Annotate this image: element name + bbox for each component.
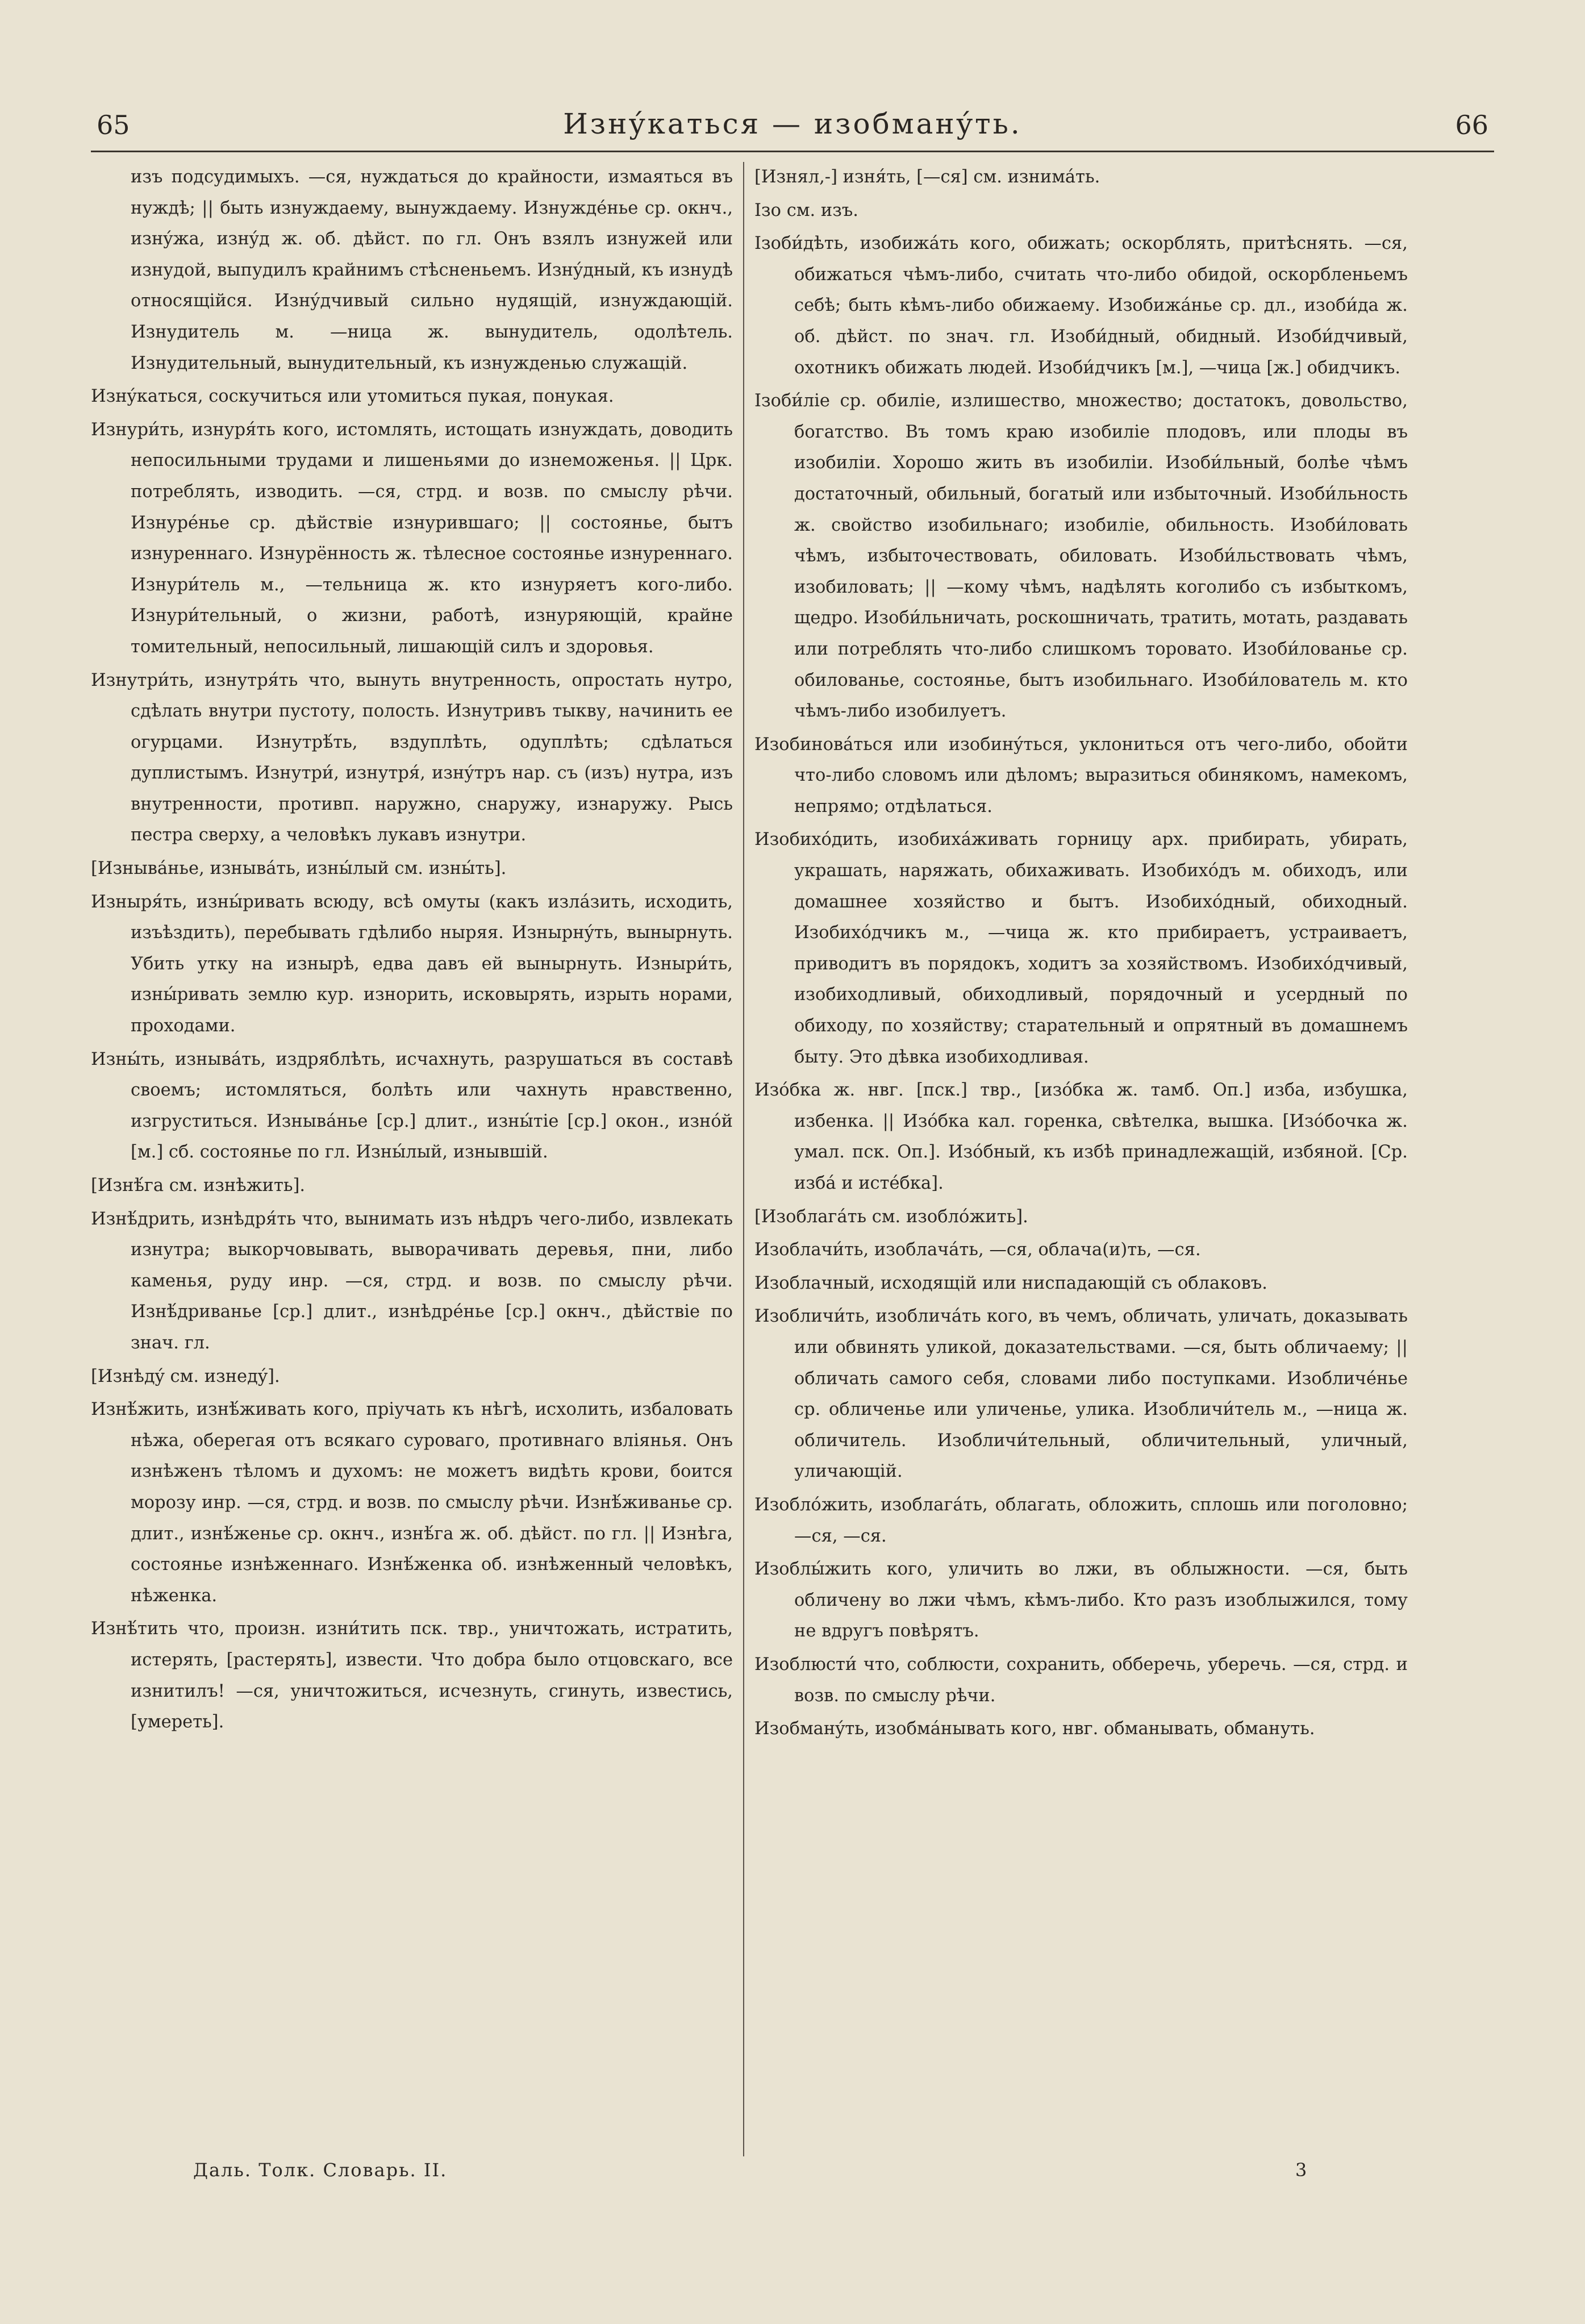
signature-line: Даль. Толк. Словарь. II. bbox=[193, 2159, 448, 2181]
dictionary-entry: Изоблы́жить кого, уличить во лжи, въ облыжности. —ся, быть обличену во лжи чѣмъ, кѣмъ-либо. Кто разъ изоблыжился, тому не вдругъ повѣрятъ. bbox=[754, 1559, 1408, 1642]
running-title: Изнýкаться — изобманýть. bbox=[563, 107, 1022, 140]
dictionary-entry: [Изнял,-] изня́ть, [—ся] см. изнимáть. bbox=[754, 167, 1100, 187]
dictionary-entry: Изобманýть, изобмáнывать кого, нвг. обманывать, обмануть. bbox=[754, 1719, 1315, 1739]
dictionary-entry: Изны́ть, изныва́ть, издряблѣть, исчахнуть, разрушаться въ составѣ своемъ; истомляться, болѣть или чахнуть нравственно, изгруститься. Изнывáнье [ср.] длит., изны́тіе [ср.] окон., изнóй [м.] сб. состоянье по гл. Изны́лый, изнывшій. bbox=[91, 1049, 733, 1163]
page-number-right: 66 bbox=[1455, 110, 1488, 140]
right-column bbox=[754, 162, 1408, 1747]
dictionary-entry: [Изнывáнье, изныва́ть, изны́лый см. изны́ть]. bbox=[91, 859, 507, 879]
left-column bbox=[91, 162, 733, 1740]
signature-mark: 3 bbox=[1295, 2159, 1307, 2181]
dictionary-entry: Изоблачи́ть, изоблачáть, —ся, облача(и)ть, —ся. bbox=[754, 1240, 1201, 1260]
dictionary-entry: Изóбка ж. нвг. [пск.] твр., [изóбка ж. тамб. Оп.] изба, избушка, избенка. || Изóбка кал. горенка, свѣтелка, вышка. [Изóбочка ж. умал. пск. Оп.]. Изóбный, къ избѣ принадлежащій, избяной. [Ср. избá и истéбка]. bbox=[754, 1080, 1408, 1193]
dictionary-entry: Изнури́ть, изнуря́ть кого, истомлять, истощать изнуждать, доводить непосильными трудами и лишеньями до изнеможенья. || Црк. потреблять, изводить. —ся, стрд. и возв. по смыслу рѣчи. Изнурéнье ср. дѣйствіе изнурившаго; || состоянье, бытъ изнуреннаго. Изнурённость ж. тѣлесное состоянье изнуреннаго. Изнури́тель м., —тельница ж. кто изнуряетъ кого-либо. Изнури́тельный, о жизни, работѣ, изнуряющій, крайне томительный, непосильный, лишающій силъ и здоровья. bbox=[91, 419, 733, 657]
page-number-left: 65 bbox=[97, 110, 130, 140]
dictionary-entry: [Изнѣдý см. изнедý]. bbox=[91, 1366, 280, 1386]
page-header bbox=[91, 99, 1494, 152]
dictionary-entry: Ізоби́ліе ср. обиліе, излишество, множество; достатокъ, довольство, богатство. Въ томъ краю изобиліе плодовъ, или плоды въ изобиліи. Хорошо жить въ изобиліи. Изоби́льный, болѣе чѣмъ достаточный, обильный, богатый или избыточный. Изоби́льность ж. свойство изобильнаго; изобиліе, обильность. Изоби́ловать чѣмъ, избыточествовать, обиловать. Изоби́льствовать чѣмъ, изобиловать; || —кому чѣмъ, надѣлять коголибо съ избыткомъ, щедро. Изоби́льничать, роскошничать, тратить, мотать, раздавать или потреблять что-либо слишкомъ торовато. Изоби́лованье ср. обилованье, состоянье, бытъ изобильнаго. Изоби́лователь м. кто чѣмъ-либо изобилуетъ. bbox=[754, 391, 1408, 722]
dictionary-entry: [Изнѣ́га см. изнѣжить]. bbox=[91, 1176, 306, 1196]
dictionary-entry: Изнѣ́жить, изнѣ́живать кого, пріучать къ нѣгѣ, исхолить, избаловать нѣжа, оберегая отъ всякаго суроваго, противнаго вліянья. Онъ изнѣженъ тѣломъ и духомъ: не можетъ видѣть крови, боится морозу инр. —ся, стрд. и возв. по смыслу рѣчи. Изнѣ́живанье ср. длит., изнѣ́женье ср. окнч., изнѣ́га ж. об. дѣйст. по гл. || Изнѣга, состоянье изнѣженнаго. Изнѣ́женка об. изнѣженный человѣкъ, нѣженка. bbox=[91, 1400, 733, 1606]
dictionary-entry: Изоблóжить, изоблагáть, облагать, обложить, сплошь или поголовно; —ся, —ся. bbox=[754, 1494, 1408, 1546]
dictionary-entry: Изобиновáться или изобинýться, уклониться отъ чего-либо, обойти что-либо словомъ или дѣломъ; выразиться обинякомъ, намекомъ, непрямо; отдѣлаться. bbox=[754, 734, 1408, 817]
dictionary-entry: [Изоблагáть см. изоблóжить]. bbox=[754, 1206, 1028, 1227]
dictionary-entry: Изнýкаться, соскучиться или утомиться пукая, понукая. bbox=[91, 386, 614, 407]
dictionary-entry: Ізо см. изъ. bbox=[754, 200, 858, 220]
dictionary-entry: изъ подсудимыхъ. —ся, нуждаться до крайности, измаяться въ нуждѣ; || быть изнуждаему, вынуждаему. Изнуждéнье ср. окнч., изнýжа, изнýд ж. об. дѣйст. по гл. Онъ взялъ изнужей или изнудой, выпудилъ крайнимъ стѣсненьемъ. Изнýдный, къ изнудѣ относящійся. Изнýдчивый сильно нудящій, изнуждающій. Изнудитель м. —ница ж. вынудитель, одолѣтель. Изнудительный, вынудительный, къ изнужденью служащій. bbox=[131, 167, 733, 373]
dictionary-entry: Изоблачный, исходящій или ниспадающій съ облаковъ. bbox=[754, 1273, 1267, 1293]
dictionary-entry: Изныря́ть, изны́ривать всюду, всѣ омуты (какъ излáзить, исходить, изъѣздить), перебывать гдѣлибо ныряя. Изнырнýть, вынырнуть. Убить утку на изнырѣ, едва давъ ей вынырнуть. Изныри́ть, изны́ривать землю кур. изнорить, исковырять, изрыть норами, проходами. bbox=[91, 892, 733, 1036]
column-divider bbox=[743, 162, 744, 2156]
dictionary-entry: Изоблюсти́ что, соблюсти, сохранить, обберечь, уберечь. —ся, стрд. и возв. по смыслу рѣчи. bbox=[754, 1654, 1408, 1706]
dictionary-entry: Изобличи́ть, изобличáть кого, въ чемъ, обличать, уличать, доказывать или обвинять уликой, доказательствами. —ся, быть обличаему; || обличать самого себя, словами либо поступками. Изобличéнье ср. обличенье или уличенье, улика. Изобличи́тель м., —ница ж. обличитель. Изобличи́тельный, обличительный, уличный, уличающій. bbox=[754, 1306, 1408, 1482]
dictionary-entry: Изнѣ́тить что, произн. изни́тить пск. твр., уничтожать, истратить, истерять, [растерять], извести. Что добра было отцовскаго, все изнитилъ! —ся, уничтожиться, исчезнуть, сгинуть, известись, [умереть]. bbox=[91, 1619, 733, 1732]
dictionary-entry: Изнутри́ть, изнутря́ть что, вынуть внутренность, опростать нутро, сдѣлать внутри пустоту, полость. Изнутривъ тыкву, начинить ее огурцами. Изнутрѣ́ть, вздуплѣть, одуплѣть; сдѣлаться дуплистымъ. Изнутри́, изнутря́, изнýтръ нар. съ (изъ) нутра, изъ внутренности, противп. наружно, снаружу, изнаружу. Рысь пестра сверху, а человѣкъ лукавъ изнутри. bbox=[91, 670, 733, 846]
dictionary-entry: Изобихóдить, изобихáживать горницу арх. прибирать, убирать, украшать, наряжать, обихаживать. Изобихóдъ м. обиходъ, или домашнее хозяйство и бытъ. Изобихóдный, обиходный. Изобихóдчикъ м., —чица ж. кто прибираетъ, устраиваетъ, приводитъ въ порядокъ, ходитъ за хозяйствомъ. Изобихóдчивый, изобиходливый, обиходливый, порядочный и усердный по обиходу, по хозяйству; старательный и опрятный въ домашнемъ быту. Это дѣвка изобиходливая. bbox=[754, 830, 1408, 1067]
dictionary-entry: Изнѣ́дрить, изнѣдря́ть что, вынимать изъ нѣдръ чего-либо, извлекать изнутра; выкорчовывать, выворачивать деревья, пни, либо каменья, руду инр. —ся, стрд. и возв. по смыслу рѣчи. Изнѣ́дриванье [ср.] длит., изнѣдрéнье [ср.] окнч., дѣйствіе по знач. гл. bbox=[91, 1209, 733, 1353]
dictionary-entry: Ізоби́дѣть, изобижáть кого, обижать; оскорблять, притѣснять. —ся, обижаться чѣмъ-либо, считать что-либо обидой, оскорбленьемъ себѣ; быть кѣмъ-либо обижаему. Изобижáнье ср. дл., изоби́да ж. об. дѣйст. по знач. гл. Изоби́дный, обидный. Изоби́дчивый, охотникъ обижать людей. Изоби́дчикъ [м.], —чица [ж.] обидчикъ. bbox=[754, 234, 1408, 378]
